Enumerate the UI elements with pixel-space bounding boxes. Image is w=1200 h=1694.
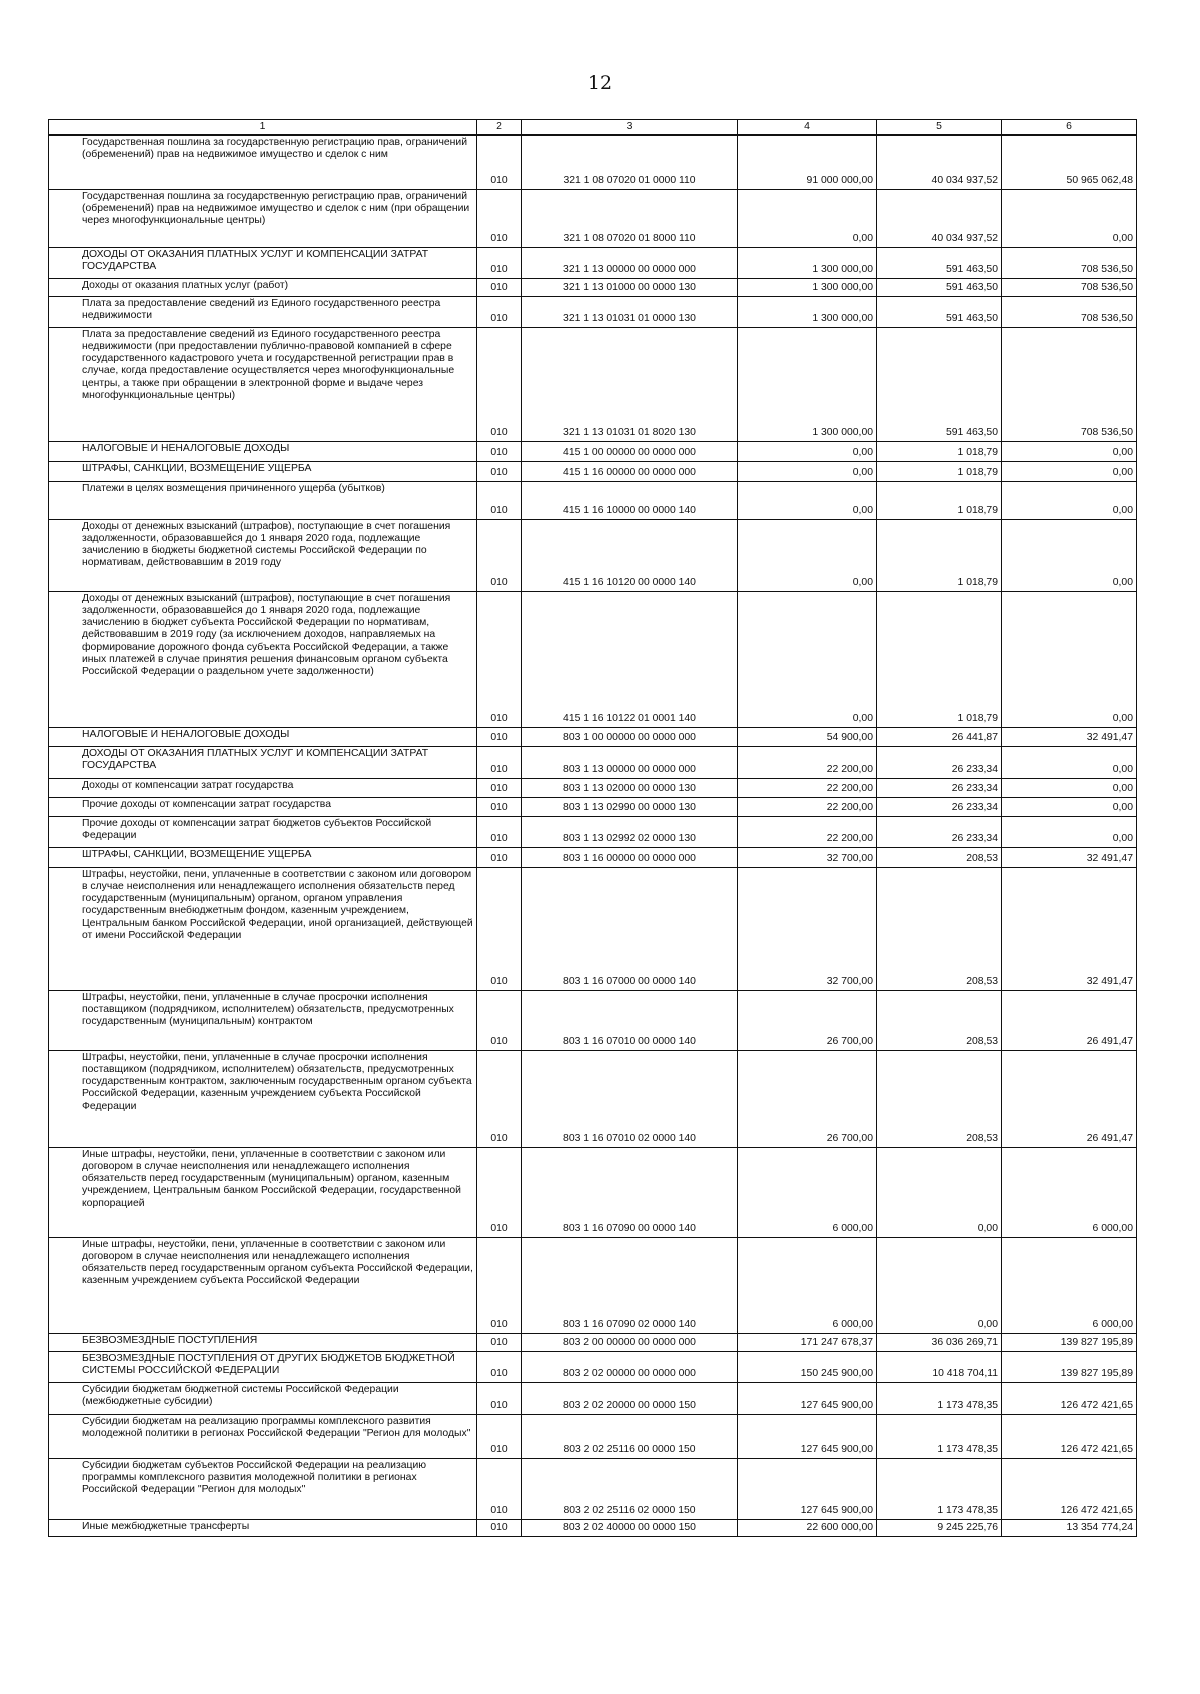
row-plan-cell: 6 000,00 [738,1147,877,1237]
row-fact-cell: 0,00 [877,1147,1002,1237]
row-name-text: ШТРАФЫ, САНКЦИИ, ВОЗМЕЩЕНИЕ УЩЕРБА [82,848,312,860]
row-rest-cell: 139 827 195,89 [1002,1351,1137,1382]
row-name-cell [49,847,477,867]
table-header-row [49,120,1137,136]
row-name-text: Штрафы, неустойки, пени, уплаченные в случае просрочки исполнения поставщиком (подрядчиком, исполнителем) обязательств, предусмотренных государственным (муниципальным) контрактом [82,991,454,1028]
row-name-text: Субсидии бюджетам бюджетной системы Российской Федерации (межбюджетные субсидии) [82,1383,399,1407]
row-plan-cell: 1 300 000,00 [738,296,877,327]
row-rest-cell: 126 472 421,65 [1002,1414,1137,1458]
row-fact-cell: 40 034 937,52 [877,189,1002,247]
row-fact-cell: 1 018,79 [877,591,1002,727]
row-rest-cell: 13 354 774,24 [1002,1519,1137,1536]
row-kbk-cell: 415 1 16 10122 01 0001 140 [522,591,738,727]
table-row [49,778,1137,797]
table-row [49,135,1137,189]
row-plan-cell: 1 300 000,00 [738,327,877,441]
row-name-cell [49,481,477,519]
row-rest-cell: 50 965 062,48 [1002,135,1137,189]
row-name-cell [49,591,477,727]
row-plan-cell: 22 200,00 [738,746,877,778]
row-rest-cell: 708 536,50 [1002,278,1137,296]
row-name-cell [49,1519,477,1536]
table-row [49,1147,1137,1237]
row-kbk-cell: 803 1 16 07010 00 0000 140 [522,990,738,1050]
row-rest-cell: 32 491,47 [1002,727,1137,746]
row-name-cell [49,778,477,797]
row-plan-cell: 91 000 000,00 [738,135,877,189]
row-fact-cell: 26 441,87 [877,727,1002,746]
row-rest-cell: 126 472 421,65 [1002,1382,1137,1414]
row-plan-cell: 54 900,00 [738,727,877,746]
table-row [49,296,1137,327]
row-code-cell: 010 [477,441,522,461]
row-code-cell: 010 [477,1382,522,1414]
row-rest-cell: 0,00 [1002,591,1137,727]
row-name-cell [49,1333,477,1351]
row-fact-cell: 1 018,79 [877,481,1002,519]
row-name-cell [49,135,477,189]
row-name-cell [49,990,477,1050]
row-kbk-cell: 321 1 13 01031 01 0000 130 [522,296,738,327]
row-name-text: Государственная пошлина за государственную регистрацию прав, ограничений (обременений) прав на недвижимое имущество и сделок с ним (при обращении через многофункциональные центры) [82,190,470,227]
row-kbk-cell: 415 1 16 00000 00 0000 000 [522,461,738,481]
row-rest-cell: 32 491,47 [1002,867,1137,990]
row-name-cell [49,327,477,441]
row-kbk-cell: 803 2 00 00000 00 0000 000 [522,1333,738,1351]
row-name-cell [49,867,477,990]
row-code-cell: 010 [477,1351,522,1382]
row-plan-cell: 127 645 900,00 [738,1382,877,1414]
row-code-cell: 010 [477,296,522,327]
row-code-cell: 010 [477,1237,522,1333]
table-row [49,847,1137,867]
row-rest-cell: 0,00 [1002,461,1137,481]
row-name-cell [49,247,477,278]
row-code-cell: 010 [477,481,522,519]
row-name-cell [49,816,477,847]
row-fact-cell: 26 233,34 [877,797,1002,816]
row-fact-cell: 10 418 704,11 [877,1351,1002,1382]
row-kbk-cell: 803 2 02 20000 00 0000 150 [522,1382,738,1414]
row-kbk-cell: 415 1 00 00000 00 0000 000 [522,441,738,461]
row-fact-cell: 591 463,50 [877,278,1002,296]
row-name-cell [49,461,477,481]
row-fact-cell: 1 018,79 [877,519,1002,591]
row-name-text: Плата за предоставление сведений из Единого государственного реестра недвижимости (при предоставлении публично-правовой компанией в сфере государственного кадастрового учета и государственной регистрации прав в случае, когда предоставление осуществляется через многофункциональные центры, а также при обращении в электронной форме и выдаче через многофункциональные центры) [82,328,455,401]
row-plan-cell: 0,00 [738,591,877,727]
column-header: 5 [877,120,1002,136]
table-row [49,519,1137,591]
row-rest-cell: 0,00 [1002,519,1137,591]
row-plan-cell: 0,00 [738,519,877,591]
row-name-cell [49,278,477,296]
row-kbk-cell: 803 1 00 00000 00 0000 000 [522,727,738,746]
row-kbk-cell: 803 1 13 02000 00 0000 130 [522,778,738,797]
table-row [49,1414,1137,1458]
row-rest-cell: 0,00 [1002,816,1137,847]
revenue-table [48,119,1137,1537]
row-code-cell: 010 [477,1414,522,1458]
row-fact-cell: 1 018,79 [877,441,1002,461]
row-name-cell [49,441,477,461]
row-rest-cell: 0,00 [1002,797,1137,816]
row-fact-cell: 1 173 478,35 [877,1458,1002,1519]
row-name-cell [49,1147,477,1237]
row-code-cell: 010 [477,1519,522,1536]
row-fact-cell: 591 463,50 [877,296,1002,327]
table-row [49,1519,1137,1536]
row-name-text: НАЛОГОВЫЕ И НЕНАЛОГОВЫЕ ДОХОДЫ [82,728,290,740]
row-name-text: БЕЗВОЗМЕЗДНЫЕ ПОСТУПЛЕНИЯ [82,1334,258,1346]
table-row [49,1382,1137,1414]
row-plan-cell: 171 247 678,37 [738,1333,877,1351]
row-plan-cell: 26 700,00 [738,1050,877,1147]
row-code-cell: 010 [477,135,522,189]
row-kbk-cell: 803 1 13 02992 02 0000 130 [522,816,738,847]
table-row [49,327,1137,441]
row-kbk-cell: 803 1 16 07090 02 0000 140 [522,1237,738,1333]
row-fact-cell: 208,53 [877,990,1002,1050]
row-rest-cell: 708 536,50 [1002,327,1137,441]
row-fact-cell: 26 233,34 [877,778,1002,797]
row-kbk-cell: 803 1 13 02990 00 0000 130 [522,797,738,816]
row-name-cell [49,1237,477,1333]
row-fact-cell: 0,00 [877,1237,1002,1333]
table-row [49,797,1137,816]
row-fact-cell: 9 245 225,76 [877,1519,1002,1536]
row-fact-cell: 1 173 478,35 [877,1382,1002,1414]
row-kbk-cell: 321 1 08 07020 01 8000 110 [522,189,738,247]
row-plan-cell: 0,00 [738,441,877,461]
row-name-text: Субсидии бюджетам субъектов Российской Федерации на реализацию программы комплексного развития молодежной политики в регионах Российской Федерации "Регион для молодых" [82,1459,427,1496]
row-plan-cell: 1 300 000,00 [738,247,877,278]
row-plan-cell: 22 200,00 [738,797,877,816]
row-plan-cell: 22 200,00 [738,778,877,797]
row-fact-cell: 208,53 [877,867,1002,990]
row-fact-cell: 591 463,50 [877,247,1002,278]
row-code-cell: 010 [477,867,522,990]
row-rest-cell: 26 491,47 [1002,1050,1137,1147]
row-rest-cell: 126 472 421,65 [1002,1458,1137,1519]
row-kbk-cell: 415 1 16 10000 00 0000 140 [522,481,738,519]
column-header: 1 [49,120,477,136]
row-code-cell: 010 [477,778,522,797]
row-plan-cell: 127 645 900,00 [738,1458,877,1519]
row-code-cell: 010 [477,1147,522,1237]
row-fact-cell: 1 018,79 [877,461,1002,481]
row-name-cell [49,519,477,591]
row-plan-cell: 0,00 [738,481,877,519]
row-kbk-cell: 321 1 13 01031 01 8020 130 [522,327,738,441]
row-name-text: Доходы от компенсации затрат государства [82,779,294,791]
row-name-text: Платежи в целях возмещения причиненного ущерба (убытков) [82,482,385,494]
row-name-text: Государственная пошлина за государственную регистрацию прав, ограничений (обременений) прав на недвижимое имущество и сделок с ним [82,137,467,161]
row-plan-cell: 6 000,00 [738,1237,877,1333]
table-row [49,867,1137,990]
row-rest-cell: 0,00 [1002,189,1137,247]
row-name-text: ДОХОДЫ ОТ ОКАЗАНИЯ ПЛАТНЫХ УСЛУГ И КОМПЕНСАЦИИ ЗАТРАТ ГОСУДАРСТВА [82,747,429,771]
row-rest-cell: 139 827 195,89 [1002,1333,1137,1351]
row-name-text: Иные штрафы, неустойки, пени, уплаченные в соответствии с законом или договором в случае неисполнения или ненадлежащего исполнения обязательств перед государственным (муниципальным) органом, казенным учреждением, Центральным банком Российской Федерации, государственной корпорацией [82,1148,461,1209]
row-kbk-cell: 803 1 16 07090 00 0000 140 [522,1147,738,1237]
row-fact-cell: 208,53 [877,1050,1002,1147]
row-code-cell: 010 [477,278,522,296]
row-code-cell: 010 [477,746,522,778]
table-row [49,591,1137,727]
column-header: 4 [738,120,877,136]
row-name-cell [49,1050,477,1147]
row-kbk-cell: 321 1 13 00000 00 0000 000 [522,247,738,278]
table-row [49,990,1137,1050]
row-fact-cell: 208,53 [877,847,1002,867]
row-kbk-cell: 803 1 16 07010 02 0000 140 [522,1050,738,1147]
row-name-text: Прочие доходы от компенсации затрат государства [82,798,331,810]
row-name-text: Доходы от оказания платных услуг (работ) [82,279,289,291]
row-kbk-cell: 803 1 16 00000 00 0000 000 [522,847,738,867]
row-plan-cell: 26 700,00 [738,990,877,1050]
row-name-cell [49,1414,477,1458]
row-plan-cell: 1 300 000,00 [738,278,877,296]
row-code-cell: 010 [477,1458,522,1519]
table-row [49,746,1137,778]
row-kbk-cell: 321 1 13 01000 00 0000 130 [522,278,738,296]
row-code-cell: 010 [477,461,522,481]
row-name-cell [49,296,477,327]
row-name-cell [49,1382,477,1414]
row-kbk-cell: 803 1 16 07000 00 0000 140 [522,867,738,990]
row-fact-cell: 1 173 478,35 [877,1414,1002,1458]
table-row [49,727,1137,746]
row-code-cell: 010 [477,247,522,278]
row-name-cell [49,797,477,816]
row-rest-cell: 0,00 [1002,441,1137,461]
row-name-cell [49,746,477,778]
table-row [49,1458,1137,1519]
row-kbk-cell: 803 2 02 25116 02 0000 150 [522,1458,738,1519]
table-row [49,278,1137,296]
column-header: 3 [522,120,738,136]
row-code-cell: 010 [477,591,522,727]
row-name-text: Иные межбюджетные трансферты [82,1520,250,1532]
row-kbk-cell: 803 2 02 00000 00 0000 000 [522,1351,738,1382]
row-name-text: ДОХОДЫ ОТ ОКАЗАНИЯ ПЛАТНЫХ УСЛУГ И КОМПЕНСАЦИИ ЗАТРАТ ГОСУДАРСТВА [82,248,429,272]
row-rest-cell: 708 536,50 [1002,296,1137,327]
row-kbk-cell: 803 1 13 00000 00 0000 000 [522,746,738,778]
table-row [49,247,1137,278]
table-row [49,1333,1137,1351]
row-fact-cell: 40 034 937,52 [877,135,1002,189]
row-code-cell: 010 [477,1050,522,1147]
column-header: 6 [1002,120,1137,136]
row-kbk-cell: 415 1 16 10120 00 0000 140 [522,519,738,591]
row-name-text: Прочие доходы от компенсации затрат бюджетов субъектов Российской Федерации [82,817,432,841]
table-row [49,816,1137,847]
row-rest-cell: 0,00 [1002,778,1137,797]
row-name-text: Иные штрафы, неустойки, пени, уплаченные в соответствии с законом или договором в случае неисполнения или ненадлежащего исполнения обязательств перед государственным органом субъекта Российской Федерации, казенным учреждением субъекта Российской Федерации [82,1238,473,1287]
row-code-cell: 010 [477,990,522,1050]
row-plan-cell: 32 700,00 [738,867,877,990]
row-kbk-cell: 321 1 08 07020 01 0000 110 [522,135,738,189]
row-name-text: Доходы от денежных взысканий (штрафов), поступающие в счет погашения задолженности, образовавшейся до 1 января 2020 года, подлежащие зачислению в бюджет субъекта Российской Федерации по нормативам, действовавшим в 2019 году (за исключением доходов, направляемых на формирование дорожного фонда субъекта Российской Федерации, а также иных платежей в случае принятия решения финансовым органом субъекта Российской Федерации о раздельном учете задолженности) [82,592,451,678]
row-plan-cell: 22 200,00 [738,816,877,847]
table-row [49,481,1137,519]
table-row [49,1351,1137,1382]
row-name-text: Плата за предоставление сведений из Единого государственного реестра недвижимости [82,297,441,321]
row-rest-cell: 0,00 [1002,746,1137,778]
row-code-cell: 010 [477,797,522,816]
row-fact-cell: 591 463,50 [877,327,1002,441]
row-code-cell: 010 [477,327,522,441]
row-name-text: Штрафы, неустойки, пени, уплаченные в случае просрочки исполнения поставщиком (подрядчиком, исполнителем) обязательств, предусмотренных государственным контрактом, заключенным государственным органом субъекта Российской Федерации, казенным учреждением субъекта Российской Федерации [82,1051,472,1112]
table-row [49,1050,1137,1147]
row-name-text: БЕЗВОЗМЕЗДНЫЕ ПОСТУПЛЕНИЯ ОТ ДРУГИХ БЮДЖЕТОВ БЮДЖЕТНОЙ СИСТЕМЫ РОССИЙСКОЙ ФЕДЕРАЦИИ [82,1352,455,1376]
row-name-cell [49,1351,477,1382]
table-row [49,441,1137,461]
row-rest-cell: 0,00 [1002,481,1137,519]
row-rest-cell: 6 000,00 [1002,1237,1137,1333]
row-fact-cell: 26 233,34 [877,746,1002,778]
row-plan-cell: 22 600 000,00 [738,1519,877,1536]
row-code-cell: 010 [477,189,522,247]
row-code-cell: 010 [477,727,522,746]
row-plan-cell: 0,00 [738,461,877,481]
row-rest-cell: 708 536,50 [1002,247,1137,278]
row-kbk-cell: 803 2 02 40000 00 0000 150 [522,1519,738,1536]
row-code-cell: 010 [477,816,522,847]
row-plan-cell: 150 245 900,00 [738,1351,877,1382]
row-fact-cell: 36 036 269,71 [877,1333,1002,1351]
table-row [49,1237,1137,1333]
page-number: 12 [587,72,613,94]
column-header: 2 [477,120,522,136]
row-rest-cell: 6 000,00 [1002,1147,1137,1237]
row-name-cell [49,727,477,746]
row-name-cell [49,189,477,247]
table-row [49,189,1137,247]
row-name-text: ШТРАФЫ, САНКЦИИ, ВОЗМЕЩЕНИЕ УЩЕРБА [82,462,312,474]
row-rest-cell: 32 491,47 [1002,847,1137,867]
table-row [49,461,1137,481]
row-plan-cell: 0,00 [738,189,877,247]
row-code-cell: 010 [477,847,522,867]
row-plan-cell: 127 645 900,00 [738,1414,877,1458]
row-name-text: Доходы от денежных взысканий (штрафов), поступающие в счет погашения задолженности, образовавшейся до 1 января 2020 года, подлежащие зачислению в бюджеты бюджетной системы Российской Федерации по нормативам, действовавшим в 2019 году [82,520,451,569]
row-kbk-cell: 803 2 02 25116 00 0000 150 [522,1414,738,1458]
row-fact-cell: 26 233,34 [877,816,1002,847]
row-name-cell [49,1458,477,1519]
row-name-text: Штрафы, неустойки, пени, уплаченные в соответствии с законом или договором в случае неисполнения или ненадлежащего исполнения обязательств перед государственным (муниципальным) органом, органом управления государственным внебюджетным фондом, казенным учреждением, Центральным банком Российской Федерации, иной организацией, действующей от имени Российской Федерации [82,868,473,941]
row-rest-cell: 26 491,47 [1002,990,1137,1050]
row-code-cell: 010 [477,1333,522,1351]
row-plan-cell: 32 700,00 [738,847,877,867]
row-name-text: НАЛОГОВЫЕ И НЕНАЛОГОВЫЕ ДОХОДЫ [82,442,290,454]
row-code-cell: 010 [477,519,522,591]
row-name-text: Субсидии бюджетам на реализацию программы комплексного развития молодежной политики в регионах Российской Федерации "Регион для молодых" [82,1415,471,1439]
